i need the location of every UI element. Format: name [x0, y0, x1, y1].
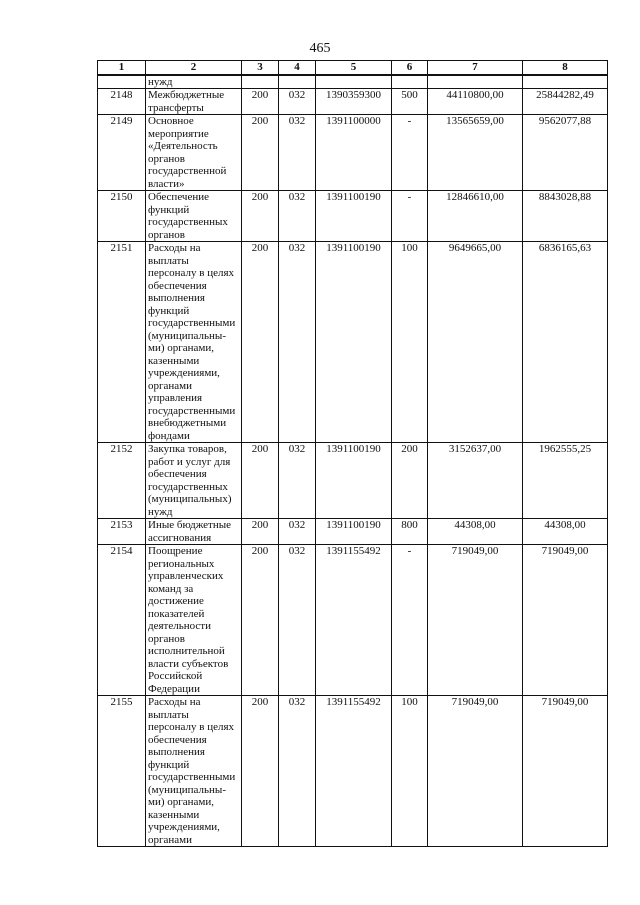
table-row: [98, 519, 608, 545]
planned-amount: 719049,00: [428, 696, 523, 847]
executed-amount: 1962555,25: [523, 443, 608, 519]
row-number: 2153: [98, 519, 146, 545]
planned-amount: 3152637,00: [428, 443, 523, 519]
expense-type: [392, 75, 428, 89]
executed-amount: 8843028,88: [523, 191, 608, 242]
target-code: [316, 75, 392, 89]
code-4: 032: [279, 89, 316, 115]
row-number: [98, 75, 146, 89]
code-3: 200: [242, 443, 279, 519]
row-number: 2148: [98, 89, 146, 115]
target-code: 1391100000: [316, 115, 392, 191]
column-header: 4: [279, 61, 316, 75]
column-header: 1: [98, 61, 146, 75]
column-header: 6: [392, 61, 428, 75]
code-3: 200: [242, 191, 279, 242]
executed-amount: 6836165,63: [523, 242, 608, 443]
planned-amount: 9649665,00: [428, 242, 523, 443]
item-name: Закупка товаров, работ и услуг для обеспечения государственных (муниципальных) нужд: [146, 443, 242, 519]
item-name: Иные бюджетные ассигнования: [146, 519, 242, 545]
code-3: 200: [242, 89, 279, 115]
target-code: 1391155492: [316, 696, 392, 847]
code-4: [279, 75, 316, 89]
planned-amount: 44110800,00: [428, 89, 523, 115]
column-header: 2: [146, 61, 242, 75]
row-number: 2152: [98, 443, 146, 519]
row-number: 2155: [98, 696, 146, 847]
planned-amount: 12846610,00: [428, 191, 523, 242]
code-3: [242, 75, 279, 89]
expense-type: -: [392, 545, 428, 696]
planned-amount: [428, 75, 523, 89]
column-header: 8: [523, 61, 608, 75]
target-code: 1391100190: [316, 443, 392, 519]
expense-type: 500: [392, 89, 428, 115]
planned-amount: 719049,00: [428, 545, 523, 696]
code-3: 200: [242, 242, 279, 443]
target-code: 1390359300: [316, 89, 392, 115]
column-header: 3: [242, 61, 279, 75]
planned-amount: 44308,00: [428, 519, 523, 545]
executed-amount: 44308,00: [523, 519, 608, 545]
executed-amount: 719049,00: [523, 545, 608, 696]
table-row-continuation: [98, 75, 608, 89]
target-code: 1391155492: [316, 545, 392, 696]
item-name: нужд: [146, 75, 242, 89]
column-header: 5: [316, 61, 392, 75]
expense-type: 100: [392, 242, 428, 443]
target-code: 1391100190: [316, 242, 392, 443]
executed-amount: 9562077,88: [523, 115, 608, 191]
target-code: 1391100190: [316, 191, 392, 242]
code-4: 032: [279, 115, 316, 191]
executed-amount: 719049,00: [523, 696, 608, 847]
code-4: 032: [279, 696, 316, 847]
executed-amount: 25844282,49: [523, 89, 608, 115]
page-number: 465: [309, 41, 331, 56]
code-4: 032: [279, 242, 316, 443]
planned-amount: 13565659,00: [428, 115, 523, 191]
expense-type: 200: [392, 443, 428, 519]
code-3: 200: [242, 696, 279, 847]
expense-type: -: [392, 191, 428, 242]
table-row: [98, 115, 608, 191]
code-4: 032: [279, 443, 316, 519]
item-name: Расходы на выплаты персоналу в целях обеспечения выполнения функций государственными (муниципальны-ми) органами, казенными учреждениями, органами: [146, 696, 242, 847]
row-number: 2154: [98, 545, 146, 696]
column-header: 7: [428, 61, 523, 75]
expense-type: 800: [392, 519, 428, 545]
budget-table: [97, 60, 608, 847]
row-number: 2149: [98, 115, 146, 191]
code-3: 200: [242, 115, 279, 191]
item-name: Межбюджетные трансферты: [146, 89, 242, 115]
expense-type: -: [392, 115, 428, 191]
code-3: 200: [242, 519, 279, 545]
code-4: 032: [279, 519, 316, 545]
table-row: [98, 545, 608, 696]
item-name: Обеспечение функций государственных органов: [146, 191, 242, 242]
code-4: 032: [279, 191, 316, 242]
table-row: [98, 89, 608, 115]
item-name: Расходы на выплаты персоналу в целях обеспечения выполнения функций государственными (муниципальны-ми) органами, казенными учреждениями, органами управления государственными внебюджетными фондами: [146, 242, 242, 443]
row-number: 2151: [98, 242, 146, 443]
table-row: [98, 696, 608, 847]
target-code: 1391100190: [316, 519, 392, 545]
table-body: [98, 75, 608, 847]
item-name: Основное мероприятие «Деятельность органов государственной власти»: [146, 115, 242, 191]
executed-amount: [523, 75, 608, 89]
code-3: 200: [242, 545, 279, 696]
table-row: [98, 443, 608, 519]
row-number: 2150: [98, 191, 146, 242]
header-row: [98, 61, 608, 75]
table-row: [98, 242, 608, 443]
expense-type: 100: [392, 696, 428, 847]
table-row: [98, 191, 608, 242]
code-4: 032: [279, 545, 316, 696]
item-name: Поощрение региональных управленческих команд за достижение показателей деятельности органов исполнительной власти субъектов Российской Федерации: [146, 545, 242, 696]
